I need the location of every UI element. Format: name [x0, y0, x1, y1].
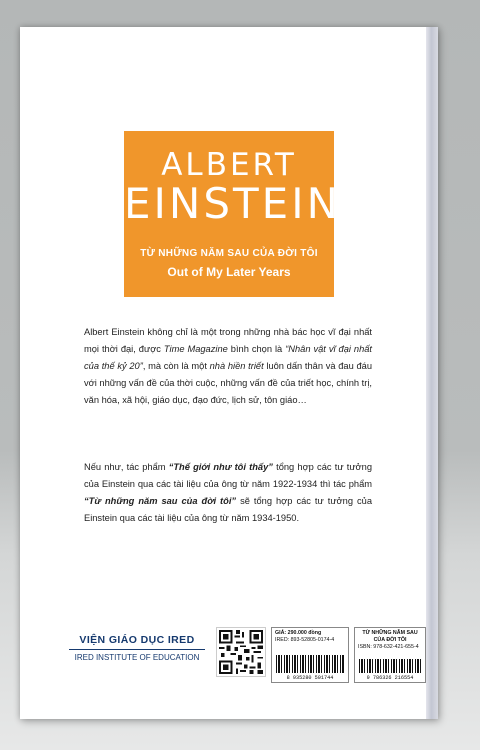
p1-run: , mà còn là một: [142, 361, 210, 371]
p1-run: luôn dấn thân và đau đáu với những vấn đề của thời cuộc, những vấn đề của triết học, chính trị, văn hóa, xã hội, giáo dục, đạo đức, lịch sử, tôn giáo…: [84, 361, 372, 405]
publisher-divider: [69, 649, 205, 650]
barcode-bars: [359, 659, 421, 673]
title-vietnamese: TỪ NHỮNG NĂM SAU CỦA ĐỜI TÔI: [140, 248, 318, 259]
p2-run: sẽ tổng hợp các tư tưởng của Einstein qua các tài liệu của ông từ năm 1934-1950.: [84, 496, 372, 523]
title-box: [124, 131, 341, 297]
p1-run: nhà hiền triết: [209, 361, 264, 371]
p2-run: tổng hợp các tư tưởng của Einstein qua các tài liệu của ông từ năm 1922-1934 thì tác phẩm: [84, 462, 372, 489]
title-einstein: EINSTEIN: [124, 179, 341, 228]
p1-run: bình chọn là: [227, 344, 286, 354]
isbn-title-line1: TỪ NHỮNG NĂM SAU: [362, 630, 418, 636]
p1-run: “Nhân vật vĩ đại nhất của thế kỷ 20”: [84, 344, 373, 371]
p1-run: Albert Einstein không chỉ là một trong những nhà bác học vĩ đại nhất mọi thời đại, được: [84, 327, 372, 354]
isbn-code: ISBN: 978-632-421-655-4: [358, 644, 419, 650]
isbn-title-line2: CỦA ĐỜI TÔI: [373, 637, 407, 643]
qr-code-icon: [216, 627, 266, 677]
book-spine: [426, 27, 438, 719]
title-albert: ALBERT: [161, 147, 297, 183]
blurb-paragraph-1: [84, 324, 372, 409]
publisher-logo: [67, 634, 207, 662]
title-english: Out of My Later Years: [167, 265, 291, 279]
barcode-number: 8 935280 501744: [286, 675, 334, 681]
p2-run: “Thế giới như tôi thấy”: [168, 462, 273, 472]
book-back-cover: [20, 27, 438, 719]
price-label: GIÁ: 290.000 đồng: [275, 630, 322, 636]
barcode-number: 9 786326 216554: [366, 675, 414, 681]
price-barcode: [271, 627, 349, 683]
ired-code: IRED: 893-52805-0174-4: [275, 637, 335, 643]
p1-run: Time Magazine: [163, 344, 228, 354]
barcode-bars: [276, 655, 344, 673]
blurb-paragraph-2: [84, 459, 372, 527]
p2-run: Nếu như, tác phẩm: [84, 462, 169, 472]
isbn-barcode: [354, 627, 426, 683]
publisher-name-en: IRED INSTITUTE OF EDUCATION: [74, 653, 200, 662]
p2-run: “Từ những năm sau của đời tôi”: [84, 496, 237, 506]
publisher-name-vn: VIỆN GIÁO DỤC IRED: [79, 634, 195, 646]
